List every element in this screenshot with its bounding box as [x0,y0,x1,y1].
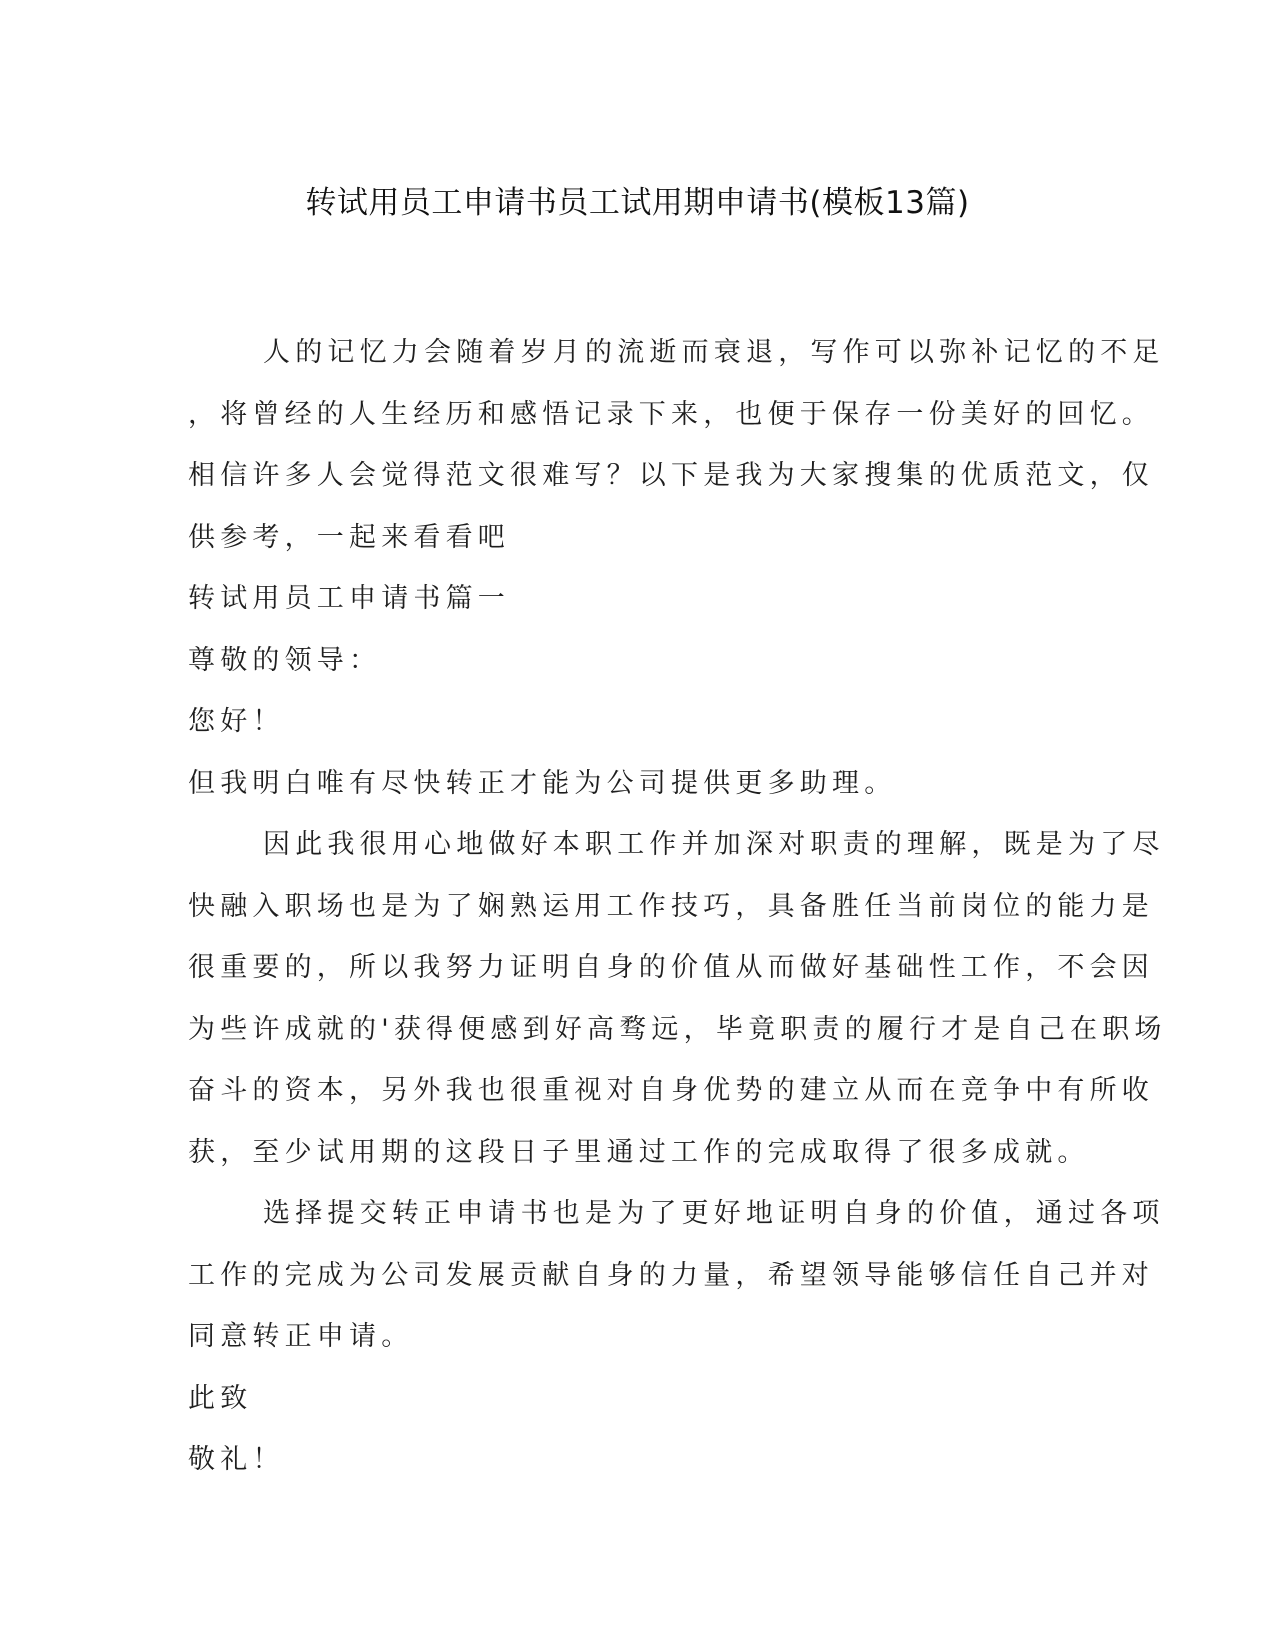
closing-line: 此致 [188,1382,253,1414]
paragraph-line: 选择提交转正申请书也是为了更好地证明自身的价值，通过各项 [263,1198,1165,1229]
intro-line: 供参考，一起来看看吧 [188,521,510,553]
paragraph-line: 很重要的，所以我努力证明自身的价值从而做好基础性工作，不会因 [188,952,1154,983]
paragraph-line: 工作的完成为公司发展贡献自身的力量，希望领导能够信任自己并对 [188,1259,1154,1291]
document-body [188,322,1167,1491]
paragraph-line: 因此我很用心地做好本职工作并加深对职责的理解，既是为了尽 [263,829,1165,860]
intro-line: ，将曾经的人生经历和感悟记录下来，也便于保存一份美好的回忆。 [188,398,1154,430]
salutation: 尊敬的领导： [188,644,382,676]
body-paragraph: 但我明白唯有尽快转正才能为公司提供更多助理。 [188,767,897,799]
intro-paragraph [188,322,1165,568]
intro-line: 人的记忆力会随着岁月的流逝而衰退，写作可以弥补记忆的不足 [263,337,1165,368]
paragraph-line: 同意转正申请。 [188,1321,414,1352]
paragraph-line: 奋斗的资本，另外我也很重视对自身优势的建立从而在竞争中有所收 [188,1075,1154,1106]
paragraph-line: 获，至少试用期的这段日子里通过工作的完成取得了很多成就。 [188,1136,1090,1168]
body-paragraph [188,1183,1165,1368]
body-paragraph [188,814,1167,1183]
section-heading: 转试用员工申请书篇一 [188,583,510,614]
paragraph-line: 为些许成就的'获得便感到好高骛远，毕竟职责的履行才是自己在职场 [188,1013,1167,1045]
greeting: 您好！ [188,706,285,737]
paragraph-line: 快融入职场也是为了娴熟运用工作技巧，具备胜任当前岗位的能力是 [188,890,1154,922]
intro-line: 相信许多人会觉得范文很难写？以下是我为大家搜集的优质范文，仅 [188,460,1154,491]
document-title: 转试用员工申请书员工试用期申请书(模板13篇) [305,185,970,221]
closing-line: 敬礼！ [188,1444,285,1475]
